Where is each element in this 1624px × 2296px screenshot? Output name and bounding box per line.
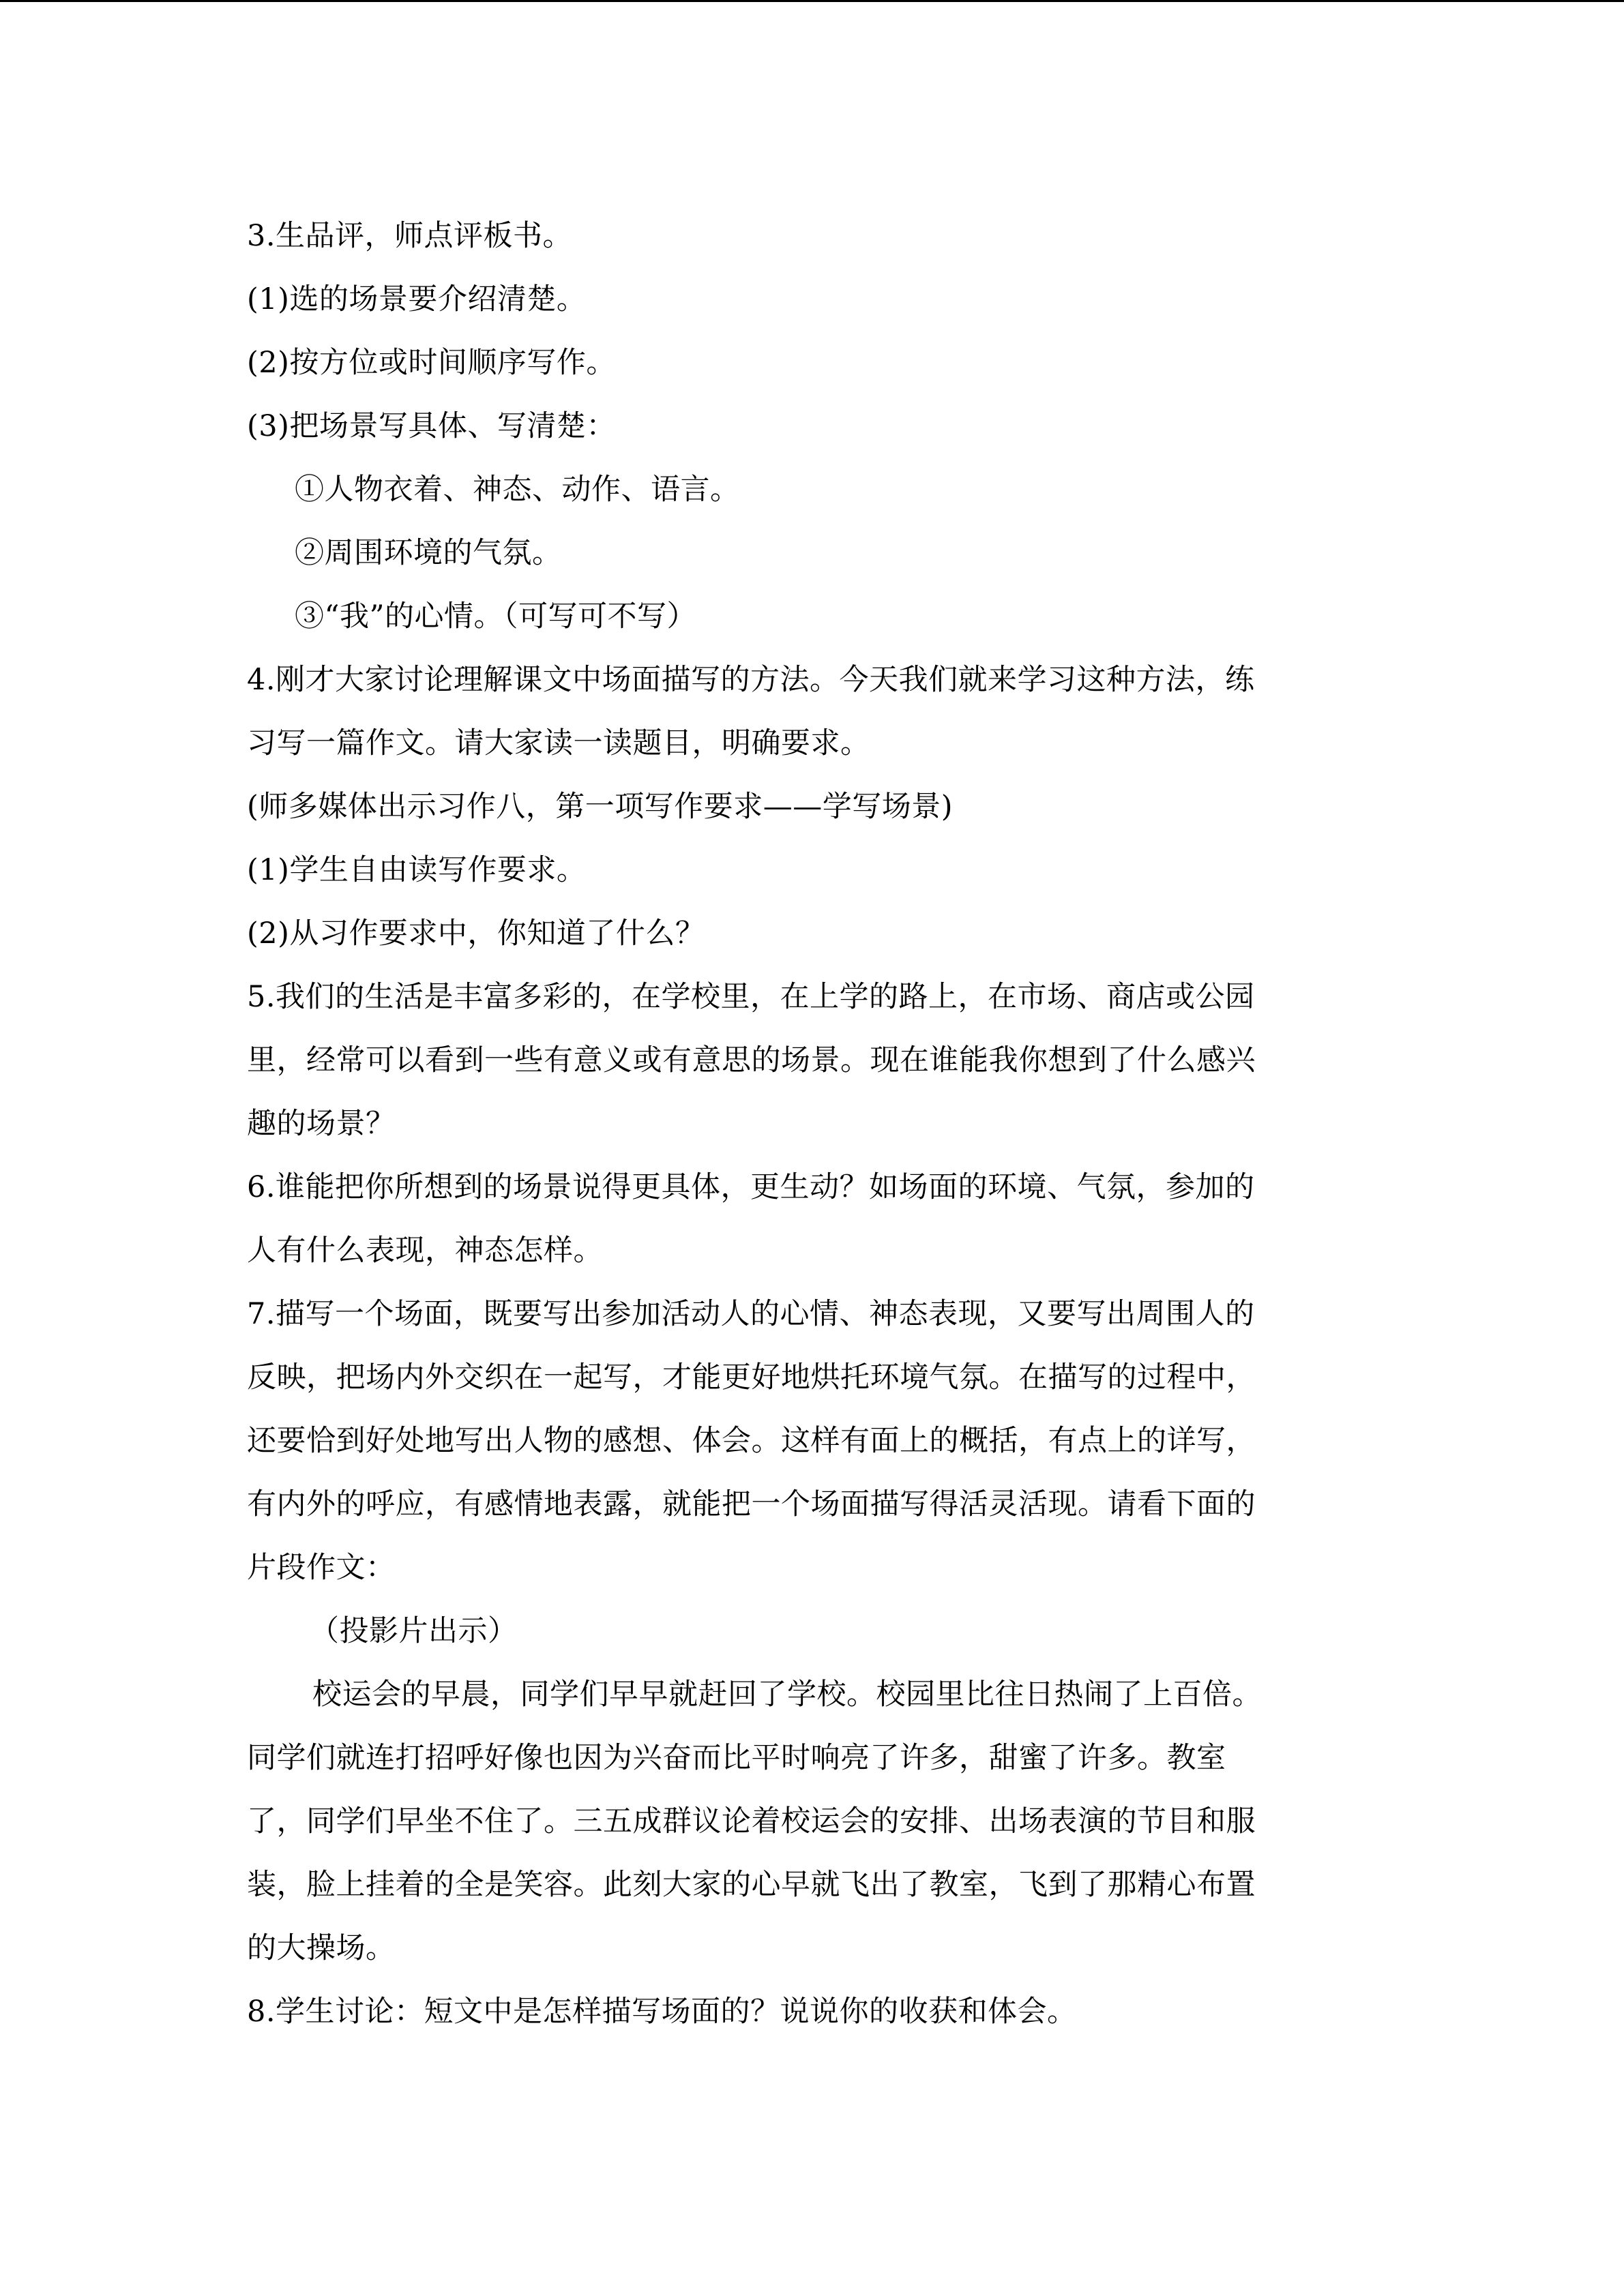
step-5-line-1: 5.我们的生活是丰富多彩的，在学校里，在上学的路上，在市场、商店或公园 (247, 980, 1255, 1014)
sample-line-2: 同学们就连打招呼好像也因为兴奋而比平时响亮了许多，甜蜜了许多。教室 (247, 1741, 1226, 1775)
step-7-line-2: 反映，把场内外交织在一起写，才能更好地烘托环境气氛。在描写的过程中， (247, 1360, 1256, 1395)
sample-line-4: 装，脸上挂着的全是笑容。此刻大家的心早就飞出了教室，飞到了那精心布置 (247, 1868, 1256, 1902)
media-note: (师多媒体出示习作八，第一项写作要求——学写场景) (247, 790, 954, 824)
sample-line-1: 校运会的早晨，同学们早早就赶回了学校。校园里比往日热闹了上百倍。 (312, 1678, 1262, 1712)
document-page (247, 205, 1365, 2044)
top-border-line (0, 0, 1624, 2)
step-7-line-5: 片段作文： (247, 1551, 396, 1585)
step-8: 8.学生讨论：短文中是怎样描写场面的？说说你的收获和体会。 (247, 1995, 1077, 2029)
subpoint-c: ③“我”的心情。（可写可不写） (295, 599, 696, 633)
step-5-line-3: 趣的场景？ (247, 1107, 396, 1141)
sample-line-5: 的大操场。 (247, 1931, 396, 1965)
step-4-line-2: 习写一篇作文。请大家读一读题目，明确要求。 (247, 726, 870, 760)
step-7-line-1: 7.描写一个场面，既要写出参加活动人的心情、神态表现，又要写出周围人的 (247, 1297, 1255, 1331)
step-7-line-4: 有内外的呼应，有感情地表露，就能把一个场面描写得活灵活现。请看下面的 (247, 1487, 1256, 1521)
projection-note: （投影片出示） (310, 1614, 518, 1648)
point-3: (3)把场景写具体、写清楚： (247, 409, 616, 443)
subpoint-b: ②周围环境的气氛。 (295, 536, 562, 570)
step-3-heading: 3.生品评，师点评板书。 (247, 219, 573, 253)
point-2: (2)按方位或时间顺序写作。 (247, 346, 616, 380)
subpoint-a: ①人物衣着、神态、动作、语言。 (295, 473, 740, 507)
step-5-line-2: 里，经常可以看到一些有意义或有意思的场景。现在谁能我你想到了什么感兴 (247, 1043, 1256, 1077)
point-1: (1)选的场景要介绍清楚。 (247, 282, 587, 316)
step-4-line-1: 4.刚才大家讨论理解课文中场面描写的方法。今天我们就来学习这种方法，练 (247, 663, 1255, 697)
step-4-point-2: (2)从习作要求中，你知道了什么？ (247, 916, 705, 951)
step-7-line-3: 还要恰到好处地写出人物的感想、体会。这样有面上的概括，有点上的详写， (247, 1424, 1256, 1458)
step-6-line-2: 人有什么表现，神态怎样。 (247, 1234, 603, 1268)
step-6-line-1: 6.谁能把你所想到的场景说得更具体，更生动？如场面的环境、气氛，参加的 (247, 1170, 1255, 1204)
sample-line-3: 了，同学们早坐不住了。三五成群议论着校运会的安排、出场表演的节目和服 (247, 1804, 1256, 1838)
step-4-point-1: (1)学生自由读写作要求。 (247, 853, 587, 887)
